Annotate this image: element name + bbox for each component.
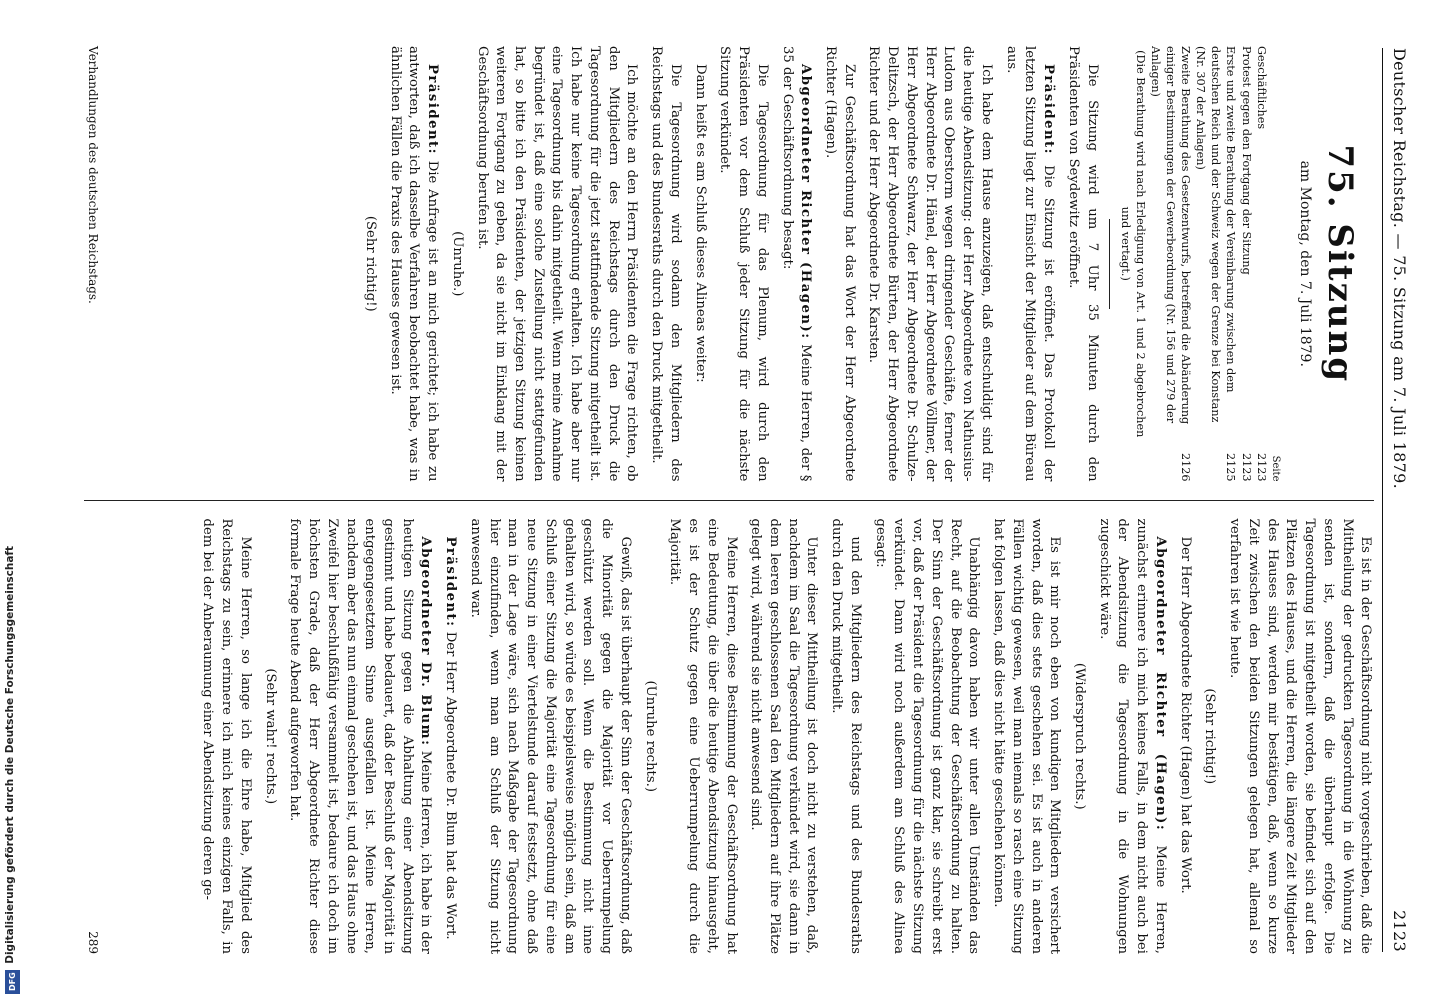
toc-row: Protest gegen den Fortgang der Sitzung 2123 bbox=[1239, 46, 1253, 482]
paragraph: Präsident: Die Sitzung ist eröffnet. Das Protokoll der letzten Sitzung liegt zur Einsicht der Mitglieder auf dem Büreau aus. bbox=[1003, 46, 1057, 482]
paragraph: Unabhängig davon haben wir unter allen Umständen das Recht, auf die Beobachtung der Geschäftsordnung zu halten. Der Sinn der Geschäftsordnung ist ganz klar, sie schreibt erst vor, daß der Präsident die Tagesordnung für die nächste Sitzung verkündet. Dann wird noch außerdem am Schluß des Alinea gesagt: bbox=[872, 518, 982, 954]
speaker: Abgeordneter Richter (Hagen): bbox=[1152, 536, 1168, 832]
document-page bbox=[30, 0, 1430, 1000]
quote: und den Mitgliedern des Reichstags und des Bundesraths durch den Druck mitgetheilt. bbox=[829, 518, 863, 954]
paragraph: Gewiß, das ist überhaupt der Sinn der Geschäftsordnung, daß die Minorität gegen die Majorität vor Ueberrumpelung geschützt werden soll. Wenn die Bestimmung nicht inne gehalten wird, so würde es beispielsweise möglich sein, daß am Schluß einer Sitzung die Majorität eine Tagesordnung für eine neue Sitzung in einer Viertelstunde darauf festsetzt, ohne daß man in der Lage wäre, sich nach Maßgabe der Tagesordnung hier einzufinden, wenn man am Schluß der Sitzung nicht anwesend war. bbox=[467, 518, 633, 954]
speaker: Abgeordneter Richter (Hagen): bbox=[798, 64, 814, 340]
sitting-title: 75. Sitzung bbox=[1320, 144, 1361, 384]
paragraph: Der Herr Abgeordnete Richter (Hagen) hat das Wort. bbox=[1177, 536, 1193, 894]
speaker: Abgeordneter Dr. Blum: bbox=[418, 536, 434, 747]
toc-seite-label: Seite bbox=[1270, 455, 1282, 482]
paragraph: Abgeordneter Dr. Blum: Meine Herren, ich habe in der heutigen Sitzung gegen die Abhaltung einer Abendsitzung gestimmt und habe bedauert, daß der Beschluß der Majorität in entgegengesetztem Sinne ausgefallen ist. Meine Herren, nachdem aber das nun einmal geschehen ist, und das Haus ohne Zweifel hier beschlußfähig versammelt ist, bedaure ich doch im höchsten Grade, daß der Herr Abgeordnete Richter diese formale Frage heute Abend aufgeworfen hat. bbox=[287, 518, 434, 954]
paragraph: Präsident: Der Herr Abgeordnete Dr. Blum hat das Wort. bbox=[443, 536, 459, 940]
toc-header bbox=[1269, 46, 1283, 482]
quote: Die Tagesordnung wird sodann den Mitgliedern des Reichstags und des Bundesraths durch den Druck mitgetheilt. bbox=[649, 46, 683, 482]
speaker: Präsident: bbox=[1041, 64, 1057, 156]
paragraph: Zur Geschäftsordnung hat das Wort der Herr Abgeordnete Richter (Hagen). bbox=[823, 46, 857, 482]
paragraph: Es ist mir noch eben von kundigen Mitgliedern versichert worden, daß dies stets geschehen sei. Es ist auch in anderen Fällen wichtig gewesen, weil man niemals so rasch eine Sitzung hat folgen lassen, daß dies nicht hätte geschehen können. bbox=[991, 518, 1063, 954]
reaction: (Unruhe rechts.) bbox=[642, 680, 658, 792]
toc-row: Zweite Berathung des Gesetzentwurfs, betreffend die Abänderung einiger Bestimmungen der Gewerbeordnung (Nr. 156 und 279 der Anlagen) 2126 bbox=[1148, 46, 1193, 482]
header-page-number: 2123 bbox=[1390, 910, 1409, 952]
running-header bbox=[1382, 48, 1410, 952]
reaction: (Sehr richtig!) bbox=[1202, 688, 1218, 785]
right-column bbox=[84, 501, 1374, 973]
page-number: 289 bbox=[86, 931, 101, 954]
speaker: Präsident: bbox=[425, 64, 441, 156]
reaction: (Unruhe.) bbox=[449, 231, 465, 297]
paragraph: Meine Herren, so lange ich die Ehre habe, Mitglied des Reichstags zu sein, erinnere ich mich keines einzigen Falls, in dem bei der Anberaumung einer Abendsitzung deren ge- bbox=[200, 518, 253, 954]
sitting-date: am Montag, den 7. Juli 1879. bbox=[1297, 160, 1314, 367]
paragraph: Ich möchte an den Herrn Präsidenten die Frage richten, ob den Mitgliedern des Reichstags durch den Druck die Tagesordnung für die jetzt stattfindende Sitzung mitgetheilt ist. Ich habe nur keine Tagesordnung erhalten. Ich habe aber nur eine Tagesordnung bis dahin mitgetheilt. Wenn meine Annahme begründet ist, daß eine solche Zustellung nicht stattgefunden hat, so bitte ich den Präsidenten, der jetzigen Sitzung keinen weiteren Fortgang zu geben, da sie nicht im Einklang mit der Geschäftsordnung berufen ist. bbox=[474, 46, 640, 482]
divider bbox=[1109, 219, 1110, 309]
paragraph: Ich habe dem Hause anzuzeigen, daß entschuldigt sind für die heutige Abendsitzung: der Herr Abgeordnete von Nathusius-Ludom aus Oberstorm wegen dringender Geschäfte, ferner der Herr Abgeordnete Dr. Hänel, der Herr Abgeordnete Völlmer, der Herr Abgeordnete Schwarz, der Herr Abgeordnete Dr. Schulze-Delitzsch, der Herr Abgeordnete Bürten, der Herr Abgeordnete Richter und der Herr Abgeordnete Dr. Karsten. bbox=[866, 46, 994, 482]
reaction: (Widerspruch rechts.) bbox=[1072, 662, 1087, 810]
speaker: Präsident: bbox=[443, 536, 459, 628]
quote: Die Tagesordnung für das Plenum, wird durch den Präsidenten vor dem Schluß jeder Sitzung für die nächste Sitzung verkündet. bbox=[717, 46, 770, 482]
paragraph: Meine Herren, diese Bestimmung der Geschäftsordnung hat eine Bedeutung, die über die heutige Abendsitzung hinausgeht, es ist der Schutz gegen eine Ueberrumpelung durch die Majorität. bbox=[667, 518, 739, 954]
dfg-logo: DFG bbox=[5, 970, 20, 994]
digitization-credit: Digitalisierung gefördert durch die Deutsche Forschungsgemeinschaft bbox=[4, 546, 16, 964]
left-column bbox=[84, 28, 1374, 501]
reaction: (Sehr richtig!) bbox=[362, 215, 378, 312]
paragraph: Präsident: Die Anfrage ist an mich gerichtet; ich habe zu antworten, daß ich dasselbe Verfahren beobachtet habe, was in ähnlichen Fällen die Praxis des Hauses gewesen ist. bbox=[387, 46, 441, 482]
header-title: Deutscher Reichstag. — 75. Sitzung am 7. Juli 1879. bbox=[1390, 48, 1409, 489]
paragraph: Es ist in der Geschäftsordnung nicht vorgeschrieben, daß die Mittheilung der gedruckten Tagesordnung in die Wohnung zu senden ist, sondern, daß die überhaupt erfolge. Die Tagesordnung ist mitgetheilt worden, sie befindet sich auf den Plätzen des Hauses, und die Herren, die längere Zeit Mitglieder des Hauses sind, werden mir bestätigen, daß, wenn so kurze Zeit zwischen den beiden Sitzungen gelegen hat, allemal so verfahren ist wie heute. bbox=[1227, 518, 1374, 954]
toc-row: (Die Berathung wird nach Erledigung von Art. 1 und 2 abgebrochen und vertagt.) bbox=[1118, 50, 1147, 438]
paragraph: Abgeordneter Richter (Hagen): Meine Herren, der § 35 der Geschäftsordnung besagt: bbox=[779, 46, 814, 482]
footer-note: Verhandlungen des deutschen Reichstags. bbox=[86, 46, 101, 304]
paragraph: Dann heißt es am Schluß dieses Alineas weiter: bbox=[692, 64, 708, 383]
toc-row: Geschäftliches 2123 bbox=[1254, 46, 1268, 482]
paragraph: Abgeordneter Richter (Hagen): Meine Herren, zunächst erinnere ich mich keines Falls, in dem nicht auch bei der Abendsitzung die Tagesordnung in die Wohnungen zugeschickt wäre. bbox=[1096, 518, 1168, 954]
toc-row: Erste und zweite Berathung der Vereinbarung zwischen dem deutschen Reich und der Schweiz wegen der Grenze bei Konstanz (Nr. 307 der Anlagen) 2125 bbox=[1194, 46, 1238, 482]
digitization-strip bbox=[0, 0, 26, 1000]
reaction: (Sehr wahr! rechts.) bbox=[262, 668, 278, 805]
paragraph: Unter dieser Mittheilung ist doch nicht zu verstehen, daß, nachdem im Saal die Tagesordnung verkündet wird, sie dann in dem leeren geschlossenen Saal den Mitgliedern auf ihre Plätze gelegt wird, während sie nicht anwesend sind. bbox=[748, 518, 820, 954]
table-of-contents bbox=[1118, 46, 1283, 482]
paragraph: Die Sitzung wird um 7 Uhr 35 Minuten durch den Präsidenten von Seydewitz eröffnet. bbox=[1065, 46, 1100, 482]
two-column-body bbox=[84, 28, 1374, 972]
